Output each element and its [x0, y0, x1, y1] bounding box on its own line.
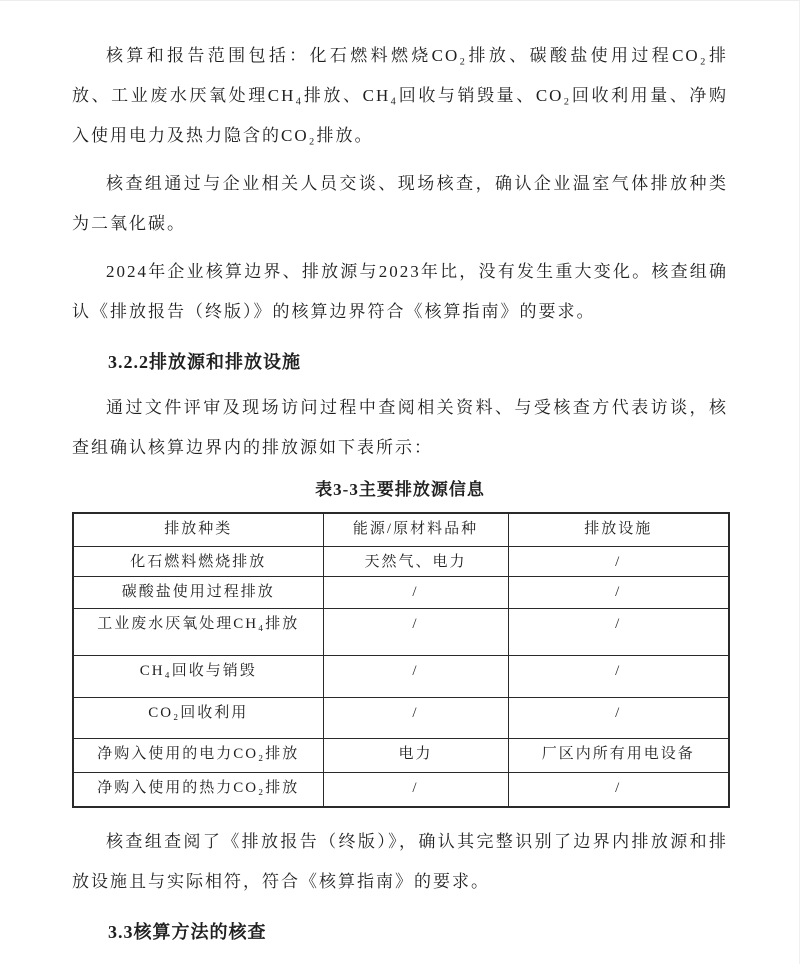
- cell-energy-material: /: [323, 655, 508, 697]
- cell-energy-material: /: [323, 772, 508, 807]
- cell-emission-facility: /: [508, 655, 729, 697]
- cell-emission-type: 化石燃料燃烧排放: [73, 546, 323, 576]
- cell-energy-material: 天然气、电力: [323, 546, 508, 576]
- cell-emission-facility: /: [508, 697, 729, 738]
- paragraph-accounting-scope: 核算和报告范围包括：化石燃料燃烧CO₂排放、碳酸盐使用过程CO₂排放、工业废水厌氧处理CH₄排放、CH₄回收与销毁量、CO₂回收利用量、净购入使用电力及热力隐含的CO₂排放。: [72, 46, 728, 145]
- table-row: [73, 772, 729, 807]
- cell-energy-material: /: [323, 576, 508, 608]
- section-heading-emission-sources: 3.2.2排放源和排放设施: [108, 352, 301, 372]
- cell-emission-facility: 厂区内所有用电设备: [508, 738, 729, 772]
- cell-emission-type: 净购入使用的电力CO₂排放: [73, 738, 323, 772]
- paragraph-sources-intro: 通过文件评审及现场访问过程中查阅相关资料、与受核查方代表访谈，核查组确认核算边界内的排放源如下表所示：: [72, 398, 728, 457]
- column-header-energy-material: 能源/原材料品种: [323, 513, 508, 546]
- table-row: [73, 608, 729, 655]
- section-heading-accounting-method: 3.3核算方法的核查: [108, 922, 267, 942]
- cell-emission-facility: /: [508, 546, 729, 576]
- table-row: [73, 576, 729, 608]
- table-header-row: [73, 513, 729, 546]
- table-row: [73, 546, 729, 576]
- cell-emission-type: CO₂回收利用: [73, 697, 323, 738]
- cell-emission-type: 工业废水厌氧处理CH₄排放: [73, 608, 323, 655]
- cell-energy-material: 电力: [323, 738, 508, 772]
- paragraph-gas-type-confirmation: 核查组通过与企业相关人员交谈、现场核查，确认企业温室气体排放种类为二氧化碳。: [72, 174, 728, 233]
- cell-emission-type: CH₄回收与销毁: [73, 655, 323, 697]
- table-caption: 表3-3主要排放源信息: [315, 480, 485, 499]
- cell-emission-type: 净购入使用的热力CO₂排放: [73, 772, 323, 807]
- cell-energy-material: /: [323, 697, 508, 738]
- cell-emission-type: 碳酸盐使用过程排放: [73, 576, 323, 608]
- paragraph-boundary-change: 2024年企业核算边界、排放源与2023年比，没有发生重大变化。核查组确认《排放报告（终版）》的核算边界符合《核算指南》的要求。: [72, 262, 728, 321]
- column-header-emission-facility: 排放设施: [508, 513, 729, 546]
- cell-emission-facility: /: [508, 608, 729, 655]
- cell-emission-facility: /: [508, 576, 729, 608]
- table-row: [73, 697, 729, 738]
- table-row: [73, 655, 729, 697]
- emission-sources-table: [72, 512, 730, 808]
- paragraph-report-confirmation: 核查组查阅了《排放报告（终版）》，确认其完整识别了边界内排放源和排放设施且与实际相符，符合《核算指南》的要求。: [72, 832, 728, 891]
- column-header-emission-type: 排放种类: [73, 513, 323, 546]
- cell-energy-material: /: [323, 608, 508, 655]
- table-row: [73, 738, 729, 772]
- cell-emission-facility: /: [508, 772, 729, 807]
